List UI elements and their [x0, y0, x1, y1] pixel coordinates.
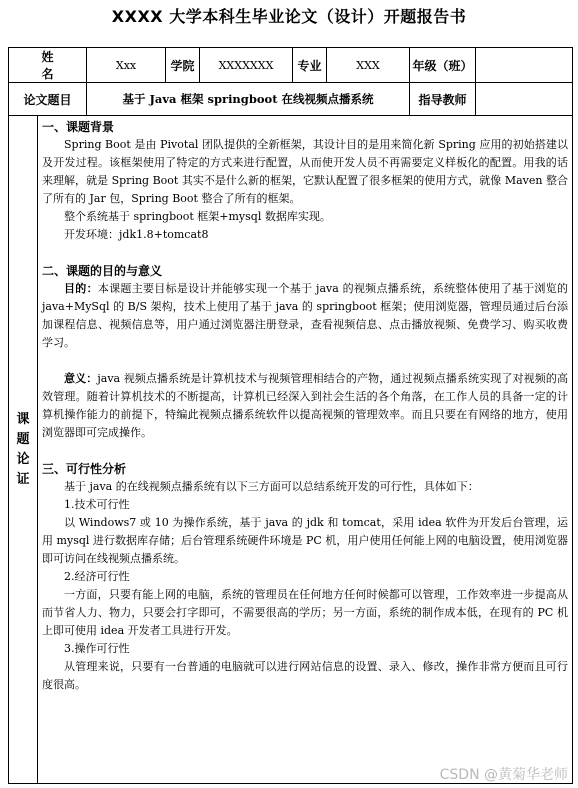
section-background-heading: 一、课题背景: [42, 120, 115, 134]
topic-value: 基于 Java 框架 springboot 在线视频点播系统: [87, 83, 410, 116]
environment-paragraph: 开发环境：jdk1.8+tomcat8: [64, 228, 209, 241]
document-title: XXXX 大学本科生毕业论文（设计）开题报告书: [111, 7, 467, 26]
econ-feasibility-heading: 2.经济可行性: [64, 570, 130, 583]
name-value: Xxx: [87, 48, 166, 83]
meaning-paragraph: 意义：java 视频点播系统是计算机技术与视频管理相结合的产物，通过视频点播系统实现了对视频的高效管理。随着计算机技术的不断提高，计算机已经深入到社会生活的各个角落，在工作人员的具备一定的计算机操作能力的前提下，特编此视频点播系统软件以提高视频的管理效率。而且只要在有网络的地方，使用浏览器即可完成操作。: [42, 372, 568, 439]
background-paragraph: Spring Boot 是由 Pivotal 团队提供的全新框架，其设计目的是用来简化新 Spring 应用的初始搭建以及开发过程。该框架使用了特定的方式来进行配置，从而使开发人员不再需要定义样板化的配置。用我的话来理解，就是 Spring Boot 其实不是什么新的框架，它默认配置了很多框架的使用方式，就像 Maven 整合了所有的 Jar 包，Spring Boot 整合了所有的框架。: [42, 138, 568, 205]
feasibility-intro: 基于 java 的在线视频点播系统有以下三方面可以总结系统开发的可行性，具体如下：: [64, 480, 479, 493]
side-label: 课 题 论 证: [9, 116, 38, 784]
advisor-label: 指导教师: [410, 83, 476, 116]
purpose-label: 目的：: [64, 282, 98, 295]
college-value: XXXXXXX: [200, 48, 293, 83]
op-feasibility-paragraph: 从管理来说，只要有一台普通的电脑就可以进行网站信息的设置、录入、修改，操作非常方便而且可行度很高。: [42, 660, 568, 691]
op-feasibility-heading: 3.操作可行性: [64, 642, 130, 655]
major-label: 专业: [293, 48, 327, 83]
content-row: [9, 116, 573, 784]
grade-label: 年级（班）: [410, 48, 476, 83]
grade-value: [476, 48, 573, 83]
section-feasibility-heading: 三、可行性分析: [42, 462, 127, 476]
framework-paragraph: 整个系统基于 springboot 框架+mysql 数据库实现。: [64, 210, 331, 223]
purpose-paragraph: 目的：本课题主要目标是设计并能够实现一个基于 java 的视频点播系统，系统整体使用了基于浏览的 java+MySql 的 B/S 架构，技术上使用了基于 java 的 springboot 框架；使用浏览器，管理员通过后台添加课程信息、视频信息等，用户通过浏览器注册登录，查看视频信息、点击播放视频、免费学习、购买收费学习。: [42, 282, 569, 349]
csdn-watermark: CSDN @黄菊华老师: [439, 767, 568, 783]
name-label: 姓 名: [9, 48, 87, 83]
topic-row: [9, 83, 573, 116]
section-purpose-heading: 二、课题的目的与意义: [42, 264, 163, 278]
meaning-label: 意义：: [64, 372, 98, 385]
advisor-value: [476, 83, 573, 116]
info-row: [9, 48, 573, 83]
content-cell: [38, 116, 573, 784]
major-value: XXX: [327, 48, 410, 83]
college-label: 学院: [166, 48, 200, 83]
tech-feasibility-heading: 1.技术可行性: [64, 498, 130, 511]
topic-label: 论文题目: [9, 83, 87, 116]
econ-feasibility-paragraph: 一方面，只要有能上网的电脑，系统的管理员在任何地方任何时候都可以管理，工作效率进一步提高从而节省人力、物力，只要会打字即可，不需要很高的学历；另一方面，系统的制作成本低，在现有的 PC 机上即可使用 idea 开发者工具进行开发。: [42, 588, 568, 637]
proposal-form: [8, 47, 573, 784]
tech-feasibility-paragraph: 以 Windows7 或 10 为操作系统，基于 java 的 jdk 和 tomcat，采用 idea 软件为开发后台管理，运用 mysql 进行数据库存储；后台管理系统硬件环境是 PC 机，用户使用任何能上网的电脑设置，使用浏览器即可访问在线视频点播系统。: [42, 516, 568, 565]
